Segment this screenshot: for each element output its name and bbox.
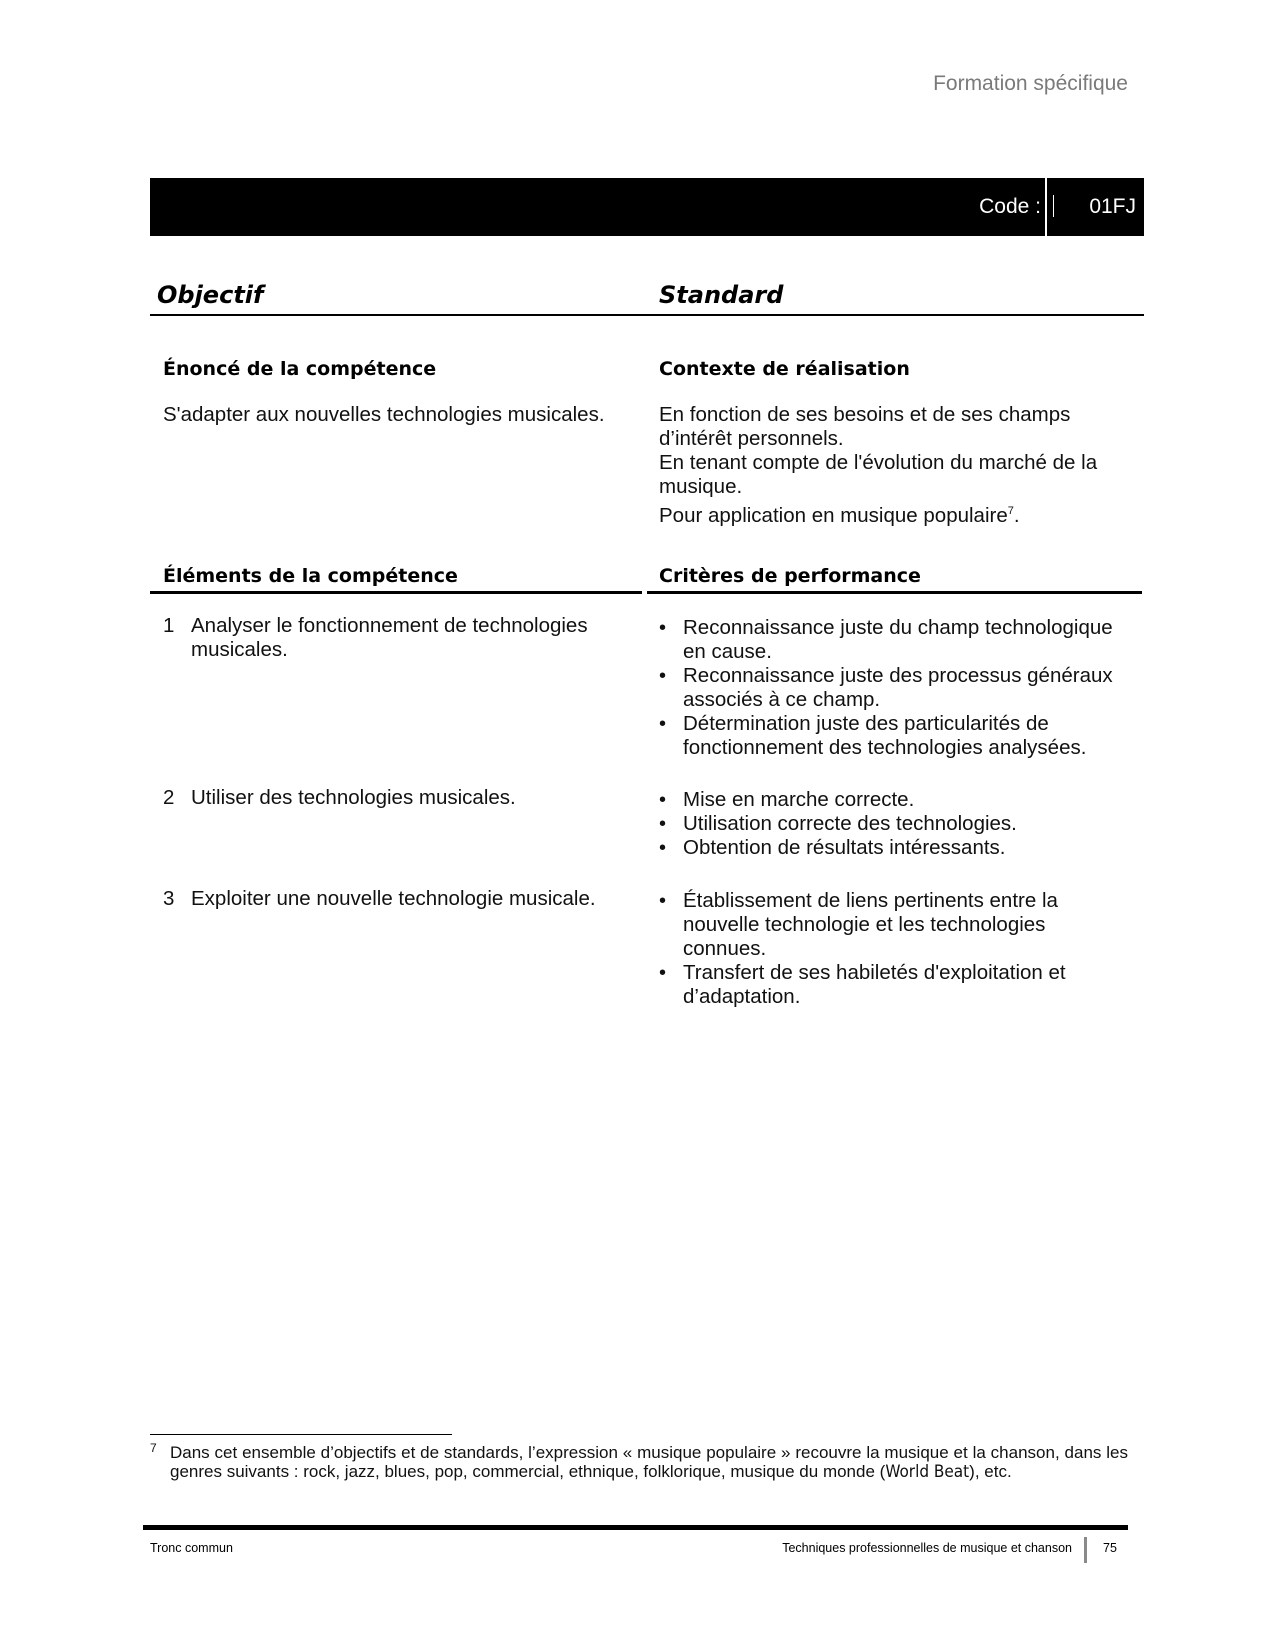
footer-separator: [1084, 1537, 1087, 1563]
criteria-list: [659, 788, 1139, 860]
objectif-title: Objectif: [157, 281, 264, 309]
code-bar: [150, 178, 1144, 236]
elements-heading: Éléments de la compétence: [163, 565, 458, 587]
code-value: 01FJ: [1089, 195, 1136, 218]
criteria-list: [659, 889, 1079, 1009]
code-divider-thin: [1053, 195, 1054, 217]
footnote-emphasis: World Beat: [885, 1462, 970, 1482]
code-label: Code :: [979, 195, 1041, 218]
footer-right: Techniques professionnelles de musique et chanson: [782, 1541, 1072, 1555]
criteres-rule: [647, 591, 1142, 594]
criteria-item: • Reconnaissance juste du champ technologique en cause.: [659, 616, 1139, 664]
criteres-heading: Critères de performance: [659, 565, 921, 587]
footnote: [150, 1443, 1128, 1482]
footnote-text-before: Dans cet ensemble d’objectifs et de standards, l’expression « musique populaire » recouvre la musique et la chanson, dans les genres suivants : rock, jazz, blues, pop, commercial, ethnique, folklorique, musique du monde (: [170, 1443, 1128, 1481]
element-text: Analyser le fonctionnement de technologies musicales.: [191, 614, 588, 661]
standard-title: Standard: [659, 281, 784, 309]
footer-rule: [143, 1525, 1128, 1530]
elements-rule: [150, 591, 642, 594]
contexte-line-text: Pour application en musique populaire: [659, 503, 1008, 527]
footnote-text: [170, 1443, 1128, 1482]
footnote-ref[interactable]: 7: [1007, 505, 1014, 517]
enonce-text: S'adapter aux nouvelles technologies musicales.: [163, 403, 605, 426]
title-rule: [150, 314, 1144, 316]
criteria-item: • Mise en marche correcte.: [659, 788, 1139, 812]
contexte-trailing: .: [1013, 503, 1020, 527]
criteria-item: • Établissement de liens pertinents entre la nouvelle technologie et les technologies connues.: [659, 889, 1079, 961]
criteria-list: [659, 616, 1139, 760]
element-row: [163, 614, 633, 674]
code-divider: [1045, 178, 1047, 236]
enonce-heading: Énoncé de la compétence: [163, 358, 437, 380]
criteria-item: • Transfert de ses habiletés d'exploitation et d’adaptation.: [659, 961, 1079, 1009]
element-row: [163, 786, 633, 816]
footnote-text-after: ), etc.: [969, 1462, 1012, 1481]
footnote-separator: [150, 1434, 452, 1435]
contexte-heading: Contexte de réalisation: [659, 358, 910, 380]
element-row: [163, 887, 633, 917]
contexte-line: En tenant compte de l'évolution du marché de la musique.: [659, 451, 1098, 498]
footer-left: Tronc commun: [150, 1541, 233, 1555]
criteria-item: • Reconnaissance juste des processus généraux associés à ce champ.: [659, 664, 1139, 712]
criteria-item: • Utilisation correcte des technologies.: [659, 812, 1139, 836]
element-number: 3: [163, 887, 175, 910]
element-number: 2: [163, 786, 175, 809]
element-text: Exploiter une nouvelle technologie musicale.: [191, 887, 596, 910]
page-number: 75: [1103, 1541, 1117, 1555]
running-header: Formation spécifique: [933, 72, 1128, 95]
contexte-text: [659, 403, 1129, 528]
criteria-item: • Détermination juste des particularités de fonctionnement des technologies analysées.: [659, 712, 1139, 760]
element-text: Utiliser des technologies musicales.: [191, 786, 516, 809]
footnote-marker: 7: [150, 1441, 157, 1455]
criteria-item: • Obtention de résultats intéressants.: [659, 836, 1139, 860]
contexte-line: [659, 499, 1129, 528]
element-number: 1: [163, 614, 175, 637]
contexte-line: En fonction de ses besoins et de ses champs d’intérêt personnels.: [659, 403, 1071, 450]
